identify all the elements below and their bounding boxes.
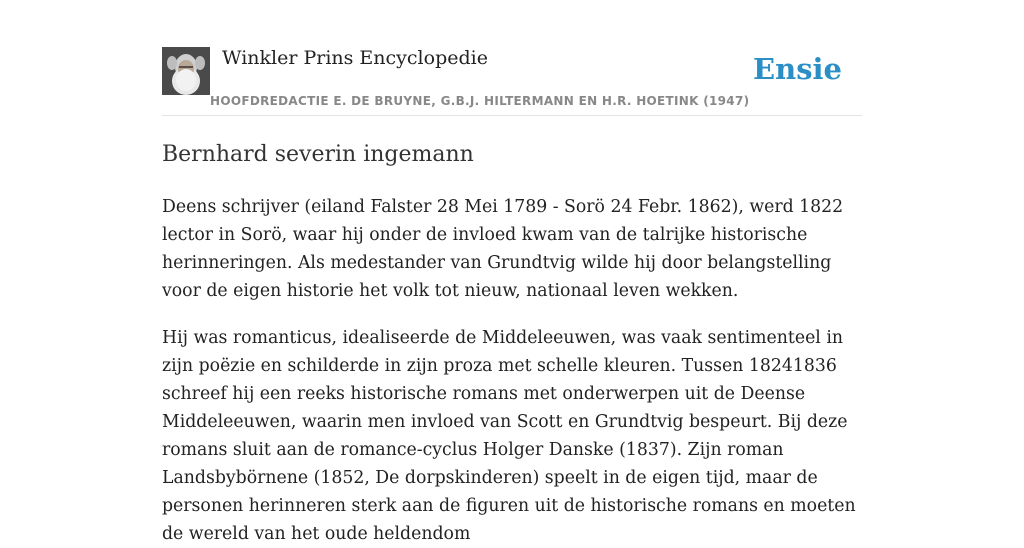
site-subtitle: HOOFDREDACTIE E. DE BRUYNE, G.B.J. HILTERMANN EN H.R. HOETINK (1947) bbox=[210, 94, 750, 108]
article-paragraph-2: Hij was romanticus, idealiseerde de Middeleeuwen, was vaak sentimenteel in zijn poëzie en schilderde in zijn proza met schelle kleuren. Tussen 18241836 schreef hij een reeks historische romans met onderwerpen uit de Deense Middeleeuwen, waarin men invloed van Scott en Grundtvig bespeurt. Bij deze romans sluit aan de romance-cyclus Holger Danske (1837). Zijn roman Landsbybörnene (1852, De dorpskinderen) speelt in de eigen tijd, maar de personen herinneren sterk aan de figuren uit de historische romans en moeten de wereld van het oude heldendom bbox=[162, 328, 856, 544]
portrait-icon bbox=[162, 47, 210, 95]
site-header bbox=[162, 0, 862, 116]
article-paragraph-1: Deens schrijver (eiland Falster 28 Mei 1789 - Sorö 24 Febr. 1862), werd 1822 lector in Sorö, waar hij onder de invloed kwam van de talrijke historische herinneringen. Als medestander van Grundtvig wilde hij door belangstelling voor de eigen historie het volk tot nieuw, nationaal leven wekken. bbox=[162, 197, 844, 301]
article-title: Bernhard severin ingemann bbox=[162, 142, 474, 167]
content-column bbox=[162, 0, 862, 548]
avatar[interactable] bbox=[162, 47, 210, 95]
site-title[interactable]: Winkler Prins Encyclopedie bbox=[222, 47, 488, 69]
brand-logo[interactable]: Ensie bbox=[753, 52, 842, 86]
